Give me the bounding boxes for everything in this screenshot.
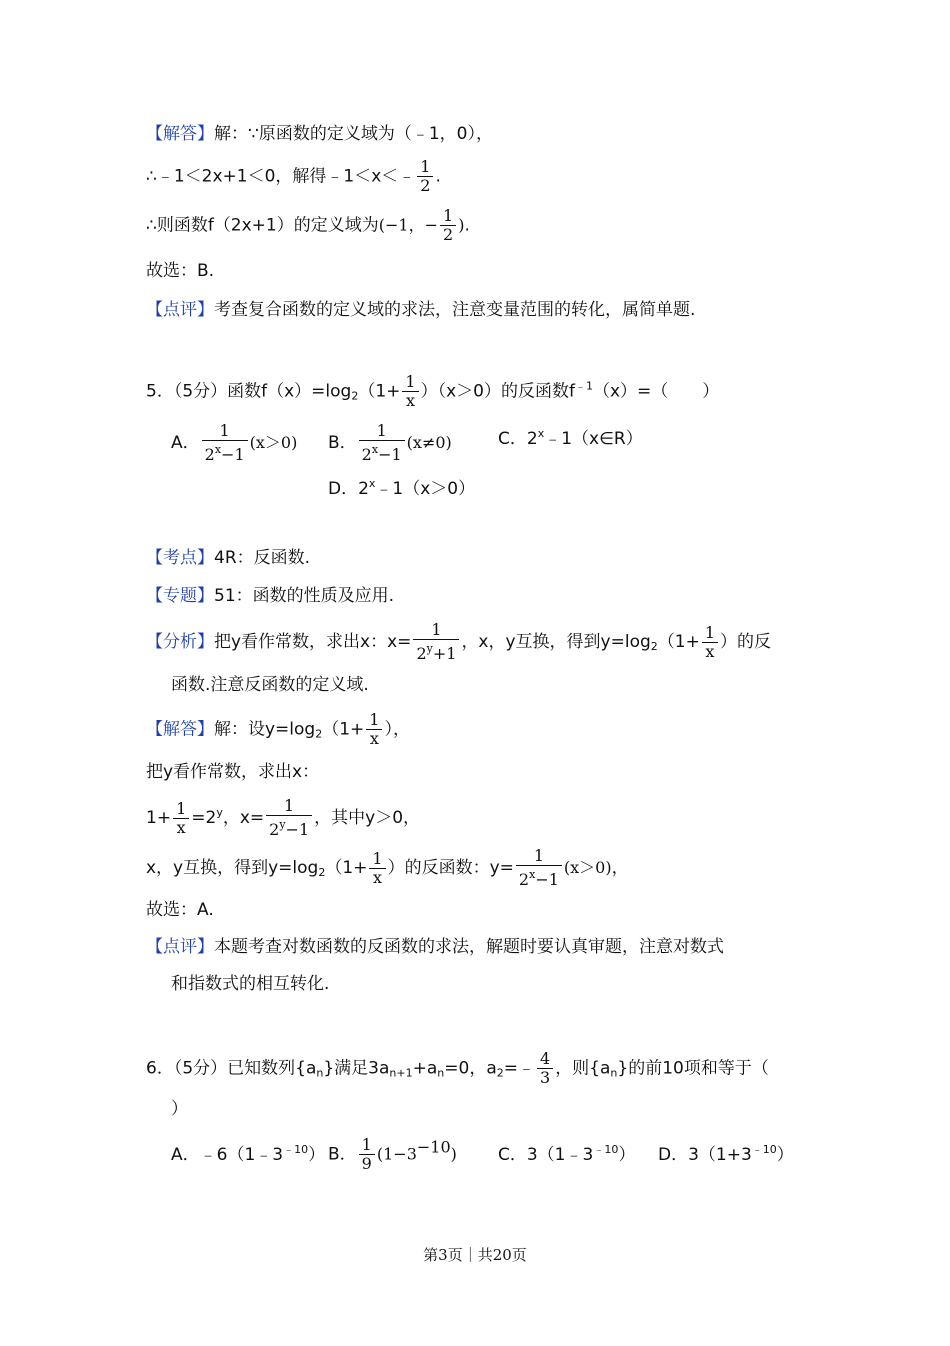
q5-fenxi-line1: 【分析】把y看作常数，求出x：x= $\frac{1}{2^y+1}$ ，x，y互换，得到$y=\log_2(1+$ $\frac{1}{x}$ ）的反 [146,620,772,663]
q5-zhuanti: 【专题】51：函数的性质及应用. [146,586,395,606]
fraction-1-over-x: $\frac{1}{x}$ [402,373,418,410]
fraction-option-a: $\frac{1}{2^x-1}$ [202,422,248,464]
q5-solution-line1: 【解答】解：设$y=\log_2(1+$ $\frac{1}{x}$ ）， [146,710,410,748]
fraction-1-over-x: $\frac{1}{x}$ [366,711,382,748]
fraction-half: $\frac{1}{2}$ [440,207,456,244]
q4-comment: 【点评】考查复合函数的定义域的求法，注意变量范围的转化，属简单题. [146,300,696,320]
q5-fenxi-line2: 函数.注意反函数的定义域. [171,675,369,695]
fraction-inverse-result: $\frac{1}{2^x-1}$ [516,847,562,889]
q5-solution-line3: 1+ $\frac{1}{x}$ $=2^y$，x= $\frac{1}{2^y-1}$ ，其中y＞0， [146,796,421,839]
tag-solution: 【解答】 [146,719,214,740]
tag-solution: 【解答】 [146,124,214,144]
q4-solution-line1: 【解答】解：∵原函数的定义域为（﹣1，0）， [146,124,493,144]
q6-stem: 6．（5分）已知数列$\{a_n\}$满足$3a_{n+1}+a_n=0$，$a_2=﹣$ $\frac{4}{3}$ ，则$\{a_n\}$的前10项和等于（ [146,1049,769,1087]
q5-option-a: A． $\frac{1}{2^x-1}$ (x＞0) [171,421,298,464]
fraction-option-b: $\frac{1}{2^x-1}$ [359,422,405,464]
q5-kaodian: 【考点】4R：反函数. [146,548,311,568]
fraction-1-over-x: $\frac{1}{x}$ [702,624,718,661]
q6-option-a: A．$﹣6(1﹣3^{﹣10})$ [171,1143,326,1165]
page-footer: 第3页｜共20页 [423,1246,527,1264]
fraction-four-thirds: $\frac{4}{3}$ [537,1050,553,1087]
tag-kaodian: 【考点】 [146,548,214,568]
tag-comment: 【点评】 [146,937,214,957]
fraction-half: $\frac{1}{2}$ [417,158,433,195]
fraction-1-over-x: $\frac{1}{x}$ [173,800,189,837]
q5-comment-line2: 和指数式的相互转化. [171,974,330,994]
q5-solution-line4: x，y互换，得到$y=\log_2(1+$ $\frac{1}{x}$ ）的反函数：y= $\frac{1}{2^x-1}$ (x＞0)， [146,846,629,889]
q6-option-c: C．$3(1﹣3^{﹣10})$ [498,1143,636,1165]
q6-option-d: D．$3(1+3^{﹣10})$ [658,1143,794,1165]
q4-solution-line3: ∴则函数f（2x+1）的定义域为(−1，− $\frac{1}{2}$ ). [146,206,470,244]
q5-option-c: C．2$^x$﹣1（x∈R） [498,427,643,449]
q5-option-d: D．$2^x﹣1(x>0)$ [328,477,476,499]
q4-solution-line2: ∴﹣1＜2x+1＜0，解得﹣1＜x＜﹣ $\frac{1}{2}$ . [146,157,441,195]
fraction-one-ninth: $\frac{1}{9}$ [359,1136,375,1173]
tag-fenxi: 【分析】 [146,632,214,652]
q6-stem-line2: ） [171,1099,188,1119]
fraction-solution-x: $\frac{1}{2^y-1}$ [266,797,312,839]
q5-comment-line1: 【点评】本题考查对数函数的反函数的求法，解题时要认真审题，注意对数式 [146,937,724,957]
q5-stem: 5．（5分）函数$f(x)=\log_2(1+$ $\frac{1}{x}$ ）（x＞0）的反函数$f^{﹣1}(x)=$（ ） [146,372,720,410]
q6-option-b: B． $\frac{1}{9}$ $(1-3^{-10})$ [328,1135,457,1173]
q5-choice: 故选：A. [146,900,214,920]
tag-comment: 【点评】 [146,300,214,320]
q5-option-b: B． $\frac{1}{2^x-1}$ (x≠0) [328,421,452,464]
fraction-1-over-x: $\frac{1}{x}$ [369,850,385,887]
fraction-fenxi-x: $\frac{1}{2^y+1}$ [413,621,459,663]
q4-choice: 故选：B. [146,261,215,281]
q5-solution-line2: 把y看作常数，求出x： [146,762,320,782]
tag-zhuanti: 【专题】 [146,586,214,606]
